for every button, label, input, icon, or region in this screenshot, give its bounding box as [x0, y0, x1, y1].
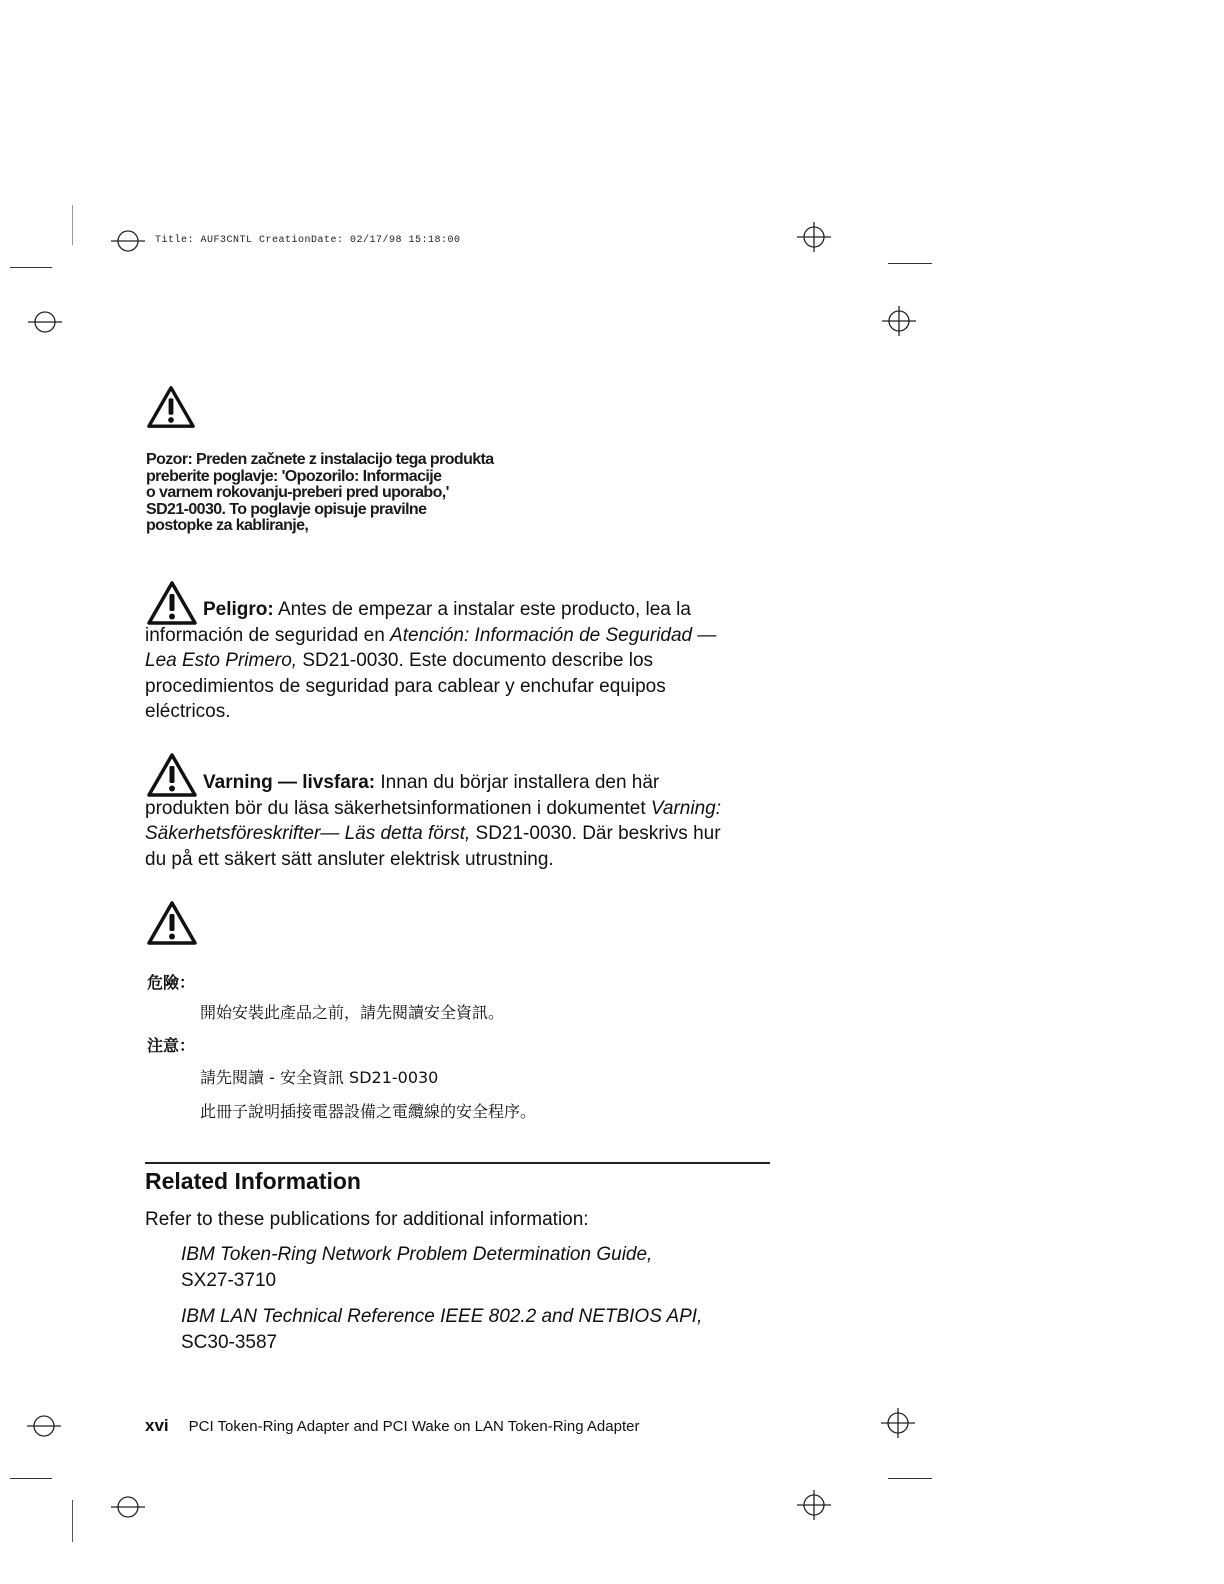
publication-reference — [181, 1242, 652, 1294]
notice-text: SD21-0030. Där beskrivs hur — [475, 823, 721, 844]
warning-triangle-icon — [146, 900, 198, 946]
notice-text: Innan du börjar installera den här — [380, 772, 660, 793]
registration-mark-icon — [797, 220, 831, 254]
notice-text: produkten bör du läsa säkerhetsinformationen i dokumentet — [145, 797, 646, 819]
publication-title: IBM LAN Technical Reference IEEE 802.2 and NETBIOS API, — [181, 1306, 703, 1327]
page-number: xvi — [145, 1416, 169, 1435]
crop-mark — [72, 1500, 73, 1542]
notice-text: SD21-0030. Este documento describe los — [302, 650, 654, 671]
crop-mark — [72, 205, 73, 245]
document-title: Atención: Información de Seguridad — — [390, 624, 717, 646]
registration-mark-icon — [27, 1409, 61, 1443]
header-file-info: Title: AUF3CNTL CreationDate: 02/17/98 15:18:00 — [155, 235, 461, 246]
notice-text: información de seguridad en — [145, 624, 385, 646]
warning-triangle-icon — [146, 384, 196, 430]
swedish-notice — [145, 770, 775, 872]
registration-mark-icon — [797, 1488, 831, 1522]
danger-label: Varning — livsfara: — [203, 772, 376, 793]
slovene-line: postopke za kabliranje, — [146, 517, 309, 534]
caution-label-chinese: 注意： — [147, 1036, 196, 1055]
publication-number: SC30-3587 — [181, 1332, 278, 1353]
slovene-line: preberite poglavje: 'Opozorilo: Informacije — [146, 467, 442, 485]
slovene-notice — [146, 452, 566, 535]
notice-text: du på ett säkert sätt ansluter elektrisk utrustning. — [145, 848, 554, 870]
publication-reference — [181, 1304, 702, 1356]
crop-mark — [888, 1478, 932, 1479]
registration-mark-icon — [882, 304, 916, 338]
registration-mark-icon — [111, 1490, 145, 1524]
registration-mark-icon — [881, 1406, 915, 1440]
caution-text-chinese: 請先閱讀 - 安全資訊 SD21-0030 — [200, 1068, 439, 1087]
registration-mark-icon — [28, 305, 62, 339]
crop-mark — [10, 267, 52, 268]
document-title: Varning: — [650, 797, 721, 819]
section-intro: Refer to these publications for additional information: — [145, 1209, 589, 1230]
crop-mark — [10, 1478, 52, 1479]
caution-text-chinese: 此冊子說明插接電器設備之電纜線的安全程序。 — [200, 1102, 537, 1121]
slovene-line: Pozor: Preden začnete z instalacijo tega produkta — [146, 451, 494, 468]
danger-text-chinese: 開始安裝此產品之前，請先閱讀安全資訊。 — [200, 1003, 505, 1022]
document-title: Lea Esto Primero, — [145, 650, 298, 671]
publication-title: IBM Token-Ring Network Problem Determination Guide, — [181, 1244, 653, 1265]
notice-text: eléctricos. — [145, 701, 231, 722]
section-title: Related Information — [145, 1168, 361, 1194]
book-title: PCI Token-Ring Adapter and PCI Wake on LAN Token-Ring Adapter — [188, 1418, 640, 1435]
section-divider — [145, 1162, 770, 1164]
notice-text: Antes de empezar a instalar este producto, lea la — [277, 599, 691, 620]
publication-number: SX27-3710 — [181, 1270, 277, 1291]
document-title: Säkerhetsföreskrifter— Läs detta först, — [145, 823, 471, 844]
danger-label: Peligro: — [203, 599, 274, 620]
crop-mark — [888, 263, 932, 264]
registration-mark-icon — [111, 224, 145, 258]
page-footer — [145, 1416, 639, 1436]
danger-label-chinese: 危險： — [147, 973, 196, 992]
spanish-notice — [145, 597, 775, 725]
slovene-line: o varnem rokovanju-preberi pred uporabo,' — [146, 484, 449, 501]
notice-text: procedimientos de seguridad para cablear y enchufar equipos — [145, 675, 666, 697]
slovene-line: SD21-0030. To poglavje opisuje pravilne — [146, 500, 427, 518]
